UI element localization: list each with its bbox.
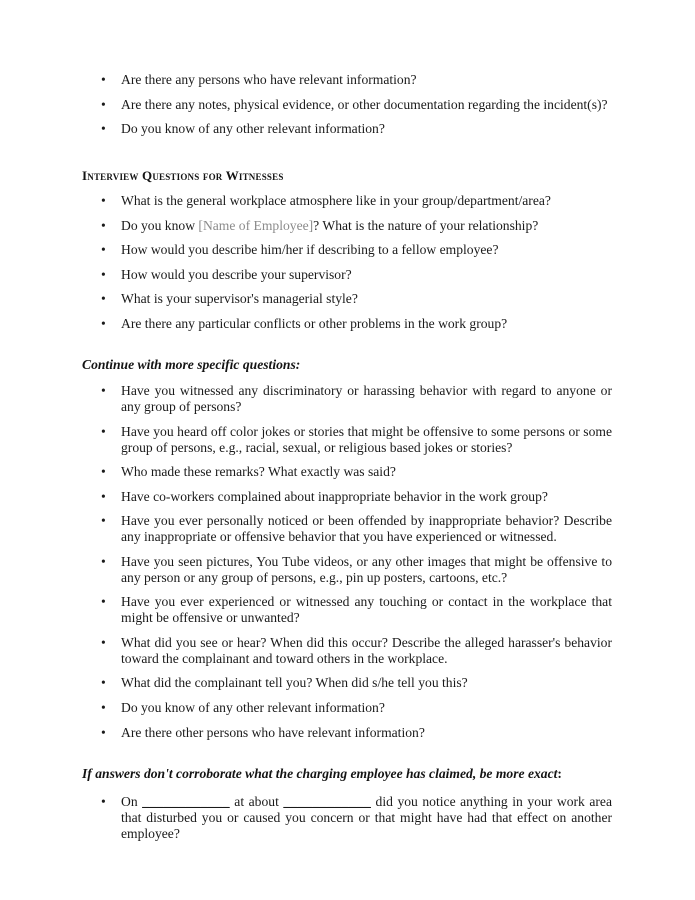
fill-in-part-2: at about (229, 793, 284, 809)
section-heading-colon: : (557, 765, 562, 781)
list-item-text: How would you describe him/her if describing to a fellow employee? (121, 242, 499, 258)
intro-bullet-list (82, 72, 612, 137)
list-item-text: What did the complainant tell you? When did s/he tell you this? (121, 675, 468, 691)
bullet-icon: • (101, 699, 106, 715)
list-item (82, 316, 612, 332)
fill-in-the-blank-item (82, 794, 612, 842)
list-item-with-placeholder (82, 218, 612, 234)
list-item-text: What is the general workplace atmosphere like in your group/department/area? (121, 193, 551, 209)
section-heading-specific-questions: Continue with more specific questions: (82, 357, 301, 373)
list-item (82, 464, 612, 480)
list-item-text: What did you see or hear? When did this occur? Describe the alleged harasser's behavior toward the complainant and toward others in the workplace. (121, 634, 612, 666)
list-item-text: Have you ever personally noticed or been offended by inappropriate behavior? Describe any inappropriate or offensive behavior that you have experienced or witnessed. (121, 513, 612, 545)
list-item-text: Do you know of any other relevant information? (121, 121, 385, 137)
section-heading-witnesses: Interview Questions for Witnesses (82, 168, 284, 184)
bullet-icon: • (101, 464, 106, 480)
exact-bullet-list (82, 794, 612, 842)
list-item-text: Are there any notes, physical evidence, or other documentation regarding the incident(s)? (121, 96, 608, 112)
bullet-icon: • (101, 266, 106, 282)
bullet-icon: • (101, 291, 106, 307)
list-item (82, 554, 612, 586)
list-item-text: Have you witnessed any discriminatory or harassing behavior with regard to anyone or any group of persons? (121, 383, 612, 415)
bullet-icon: • (101, 594, 106, 610)
list-item-text: Are there other persons who have relevant information? (121, 724, 425, 740)
bullet-icon: • (101, 675, 106, 691)
list-item (82, 489, 612, 505)
list-item-text: Have you heard off color jokes or stories that might be offensive to some persons or some group of persons, e.g., racial, sexual, or religious based jokes or stories? (121, 423, 612, 455)
placeholder-suffix-text: ? What is the nature of your relationship? (313, 217, 539, 233)
list-item (82, 700, 612, 716)
date-blank-field[interactable]: ____________ (142, 793, 230, 809)
spacer (82, 374, 612, 383)
list-item (82, 635, 612, 667)
list-item-text (121, 218, 612, 234)
list-item-text: Are there any persons who have relevant information? (121, 72, 417, 87)
list-item-text: Have you ever experienced or witnessed any touching or contact in the workplace that might be offensive or unwanted? (121, 594, 612, 626)
section-heading-be-more-exact-text: If answers don't corroborate what the charging employee has claimed, be more exact (82, 765, 558, 781)
fill-in-part-1: On (121, 793, 143, 809)
bullet-icon: • (101, 553, 106, 569)
bullet-icon: • (101, 383, 106, 399)
bullet-icon: • (101, 96, 106, 112)
bullet-icon: • (101, 193, 106, 209)
list-item (82, 725, 612, 741)
list-item-text: Are there any particular conflicts or other problems in the work group? (121, 316, 508, 331)
bullet-icon: • (101, 217, 106, 233)
list-item (82, 242, 612, 258)
time-blank-field[interactable]: ____________ (283, 793, 371, 809)
list-item (82, 675, 612, 691)
list-item (82, 97, 612, 113)
bullet-icon: • (101, 316, 106, 331)
bullet-icon: • (101, 724, 106, 740)
witnesses-bullet-list (82, 193, 612, 332)
bullet-icon: • (101, 72, 106, 87)
placeholder-prefix-text: Do you know (121, 217, 199, 233)
list-item-text: How would you describe your supervisor? (121, 266, 352, 282)
bullet-icon: • (101, 423, 106, 439)
list-item-text (121, 794, 612, 842)
employee-name-placeholder: [Name of Employee] (198, 217, 314, 233)
list-item (82, 383, 612, 415)
bullet-icon: • (101, 793, 106, 809)
list-item (82, 513, 612, 545)
bullet-icon: • (101, 242, 106, 258)
list-item-text: Have co-workers complained about inappropriate behavior in the work group? (121, 488, 548, 504)
bullet-icon: • (101, 513, 106, 529)
list-item (82, 291, 612, 307)
list-item (82, 424, 612, 456)
list-item (82, 121, 612, 137)
spacer (82, 184, 612, 193)
spacer (82, 137, 612, 168)
list-item-text: Have you seen pictures, You Tube videos, or any other images that might be offensive to any person or any group of persons, e.g., pin up posters, cartoons, etc.? (121, 553, 612, 585)
fill-in-part-3: did you notice anything in your work area that disturbed you or caused you concern or that might have had that effect on another employee? (121, 793, 612, 841)
list-item-text: What is your supervisor's managerial style? (121, 291, 358, 307)
list-item-text: Who made these remarks? What exactly was said? (121, 464, 396, 480)
bullet-icon: • (101, 488, 106, 504)
spacer (82, 741, 612, 766)
bullet-icon: • (101, 121, 106, 137)
list-item (82, 594, 612, 626)
specific-bullet-list (82, 383, 612, 741)
list-item (82, 267, 612, 283)
bullet-icon: • (101, 634, 106, 650)
list-item (82, 193, 612, 209)
list-item (82, 72, 612, 88)
spacer (82, 332, 612, 357)
document-content (82, 72, 612, 842)
list-item-text: Do you know of any other relevant information? (121, 699, 385, 715)
section-heading-be-more-exact (82, 766, 612, 783)
spacer (82, 783, 612, 794)
